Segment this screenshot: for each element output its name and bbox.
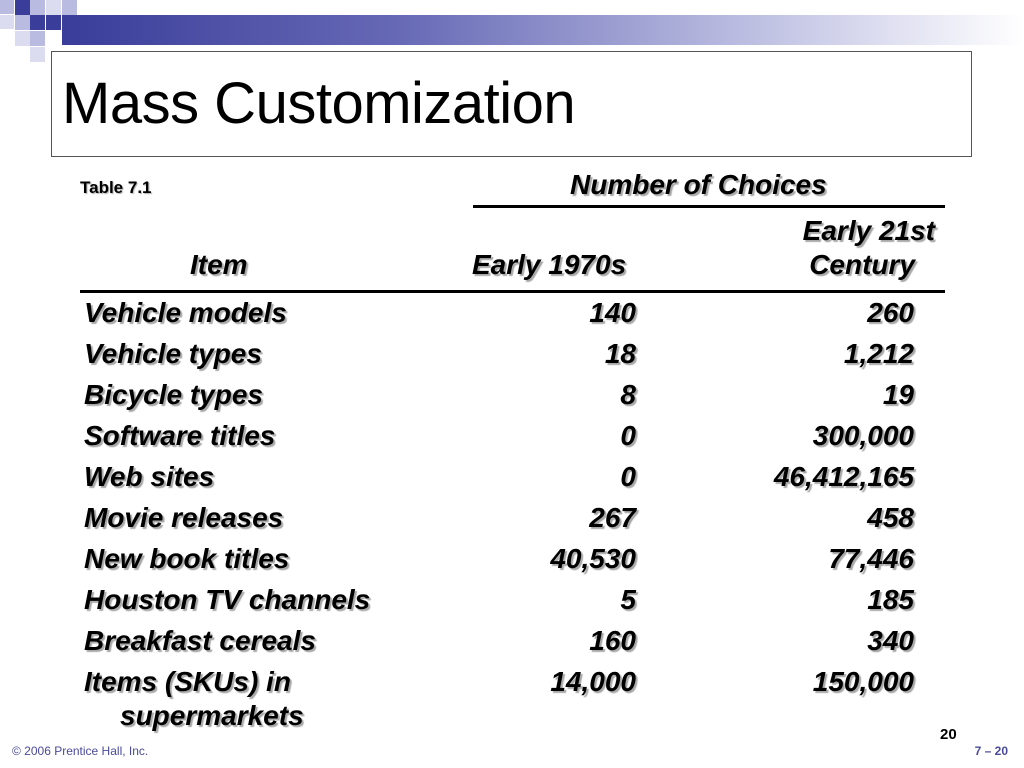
deco-square: [30, 47, 45, 62]
deco-square: [15, 0, 30, 15]
col-header-early-1970s: Early 1970s: [472, 249, 627, 280]
deco-square: [30, 0, 45, 15]
title-box: [51, 51, 972, 157]
col-header-early-21st-line2: Century: [809, 249, 915, 280]
deco-square: [30, 15, 45, 30]
slide-number: 20: [940, 726, 957, 743]
slide-title: Mass Customization: [62, 71, 576, 136]
deco-square: [46, 0, 61, 15]
table-cell-1970s: 5: [620, 584, 636, 615]
page-reference-footer: 7 – 20: [974, 744, 1008, 758]
deco-square: [30, 31, 45, 46]
table-row-item-line1: Items (SKUs) in: [84, 666, 291, 697]
table-row-item: Bicycle types: [84, 379, 263, 410]
table-row-item: Movie releases: [84, 502, 284, 533]
header-rule: [473, 205, 945, 208]
table-cell-21st: 19: [882, 379, 914, 410]
table-row-item: Breakfast cereals: [84, 625, 316, 656]
group-header-number-of-choices: Number of Choices: [570, 169, 827, 200]
table-row-item: Vehicle models: [84, 297, 287, 328]
col-header-early-21st-line1: Early 21st: [802, 215, 935, 246]
table-cell-1970s: 0: [620, 461, 636, 492]
table-row-item: Vehicle types: [84, 338, 262, 369]
deco-square: [15, 31, 30, 46]
deco-square: [62, 0, 77, 15]
copyright-footer: © 2006 Prentice Hall, Inc.: [12, 744, 149, 758]
table-cell-21st: 340: [867, 625, 914, 656]
deco-square: [0, 15, 14, 29]
table-cell-21st: 150,000: [812, 666, 914, 697]
table-row-item: Web sites: [84, 461, 215, 492]
column-header-rule: [80, 290, 945, 293]
table-row-item: Software titles: [84, 420, 276, 451]
table-cell-1970s: 14,000: [550, 666, 636, 697]
deco-square: [15, 15, 30, 30]
table-cell-1970s: 18: [604, 338, 636, 369]
table-cell-21st: 1,212: [843, 338, 914, 369]
table-row-item: [84, 665, 304, 733]
table-cell-21st: 77,446: [828, 543, 914, 574]
table-cell-1970s: 267: [589, 502, 636, 533]
deco-square: [46, 15, 61, 30]
table-cell-1970s: 160: [589, 625, 636, 656]
table-cell-21st: 458: [867, 502, 914, 533]
table-cell-1970s: 0: [620, 420, 636, 451]
table-cell-1970s: 40,530: [550, 543, 636, 574]
table-label: Table 7.1: [80, 178, 152, 197]
deco-square: [0, 0, 14, 14]
col-header-item: Item: [190, 249, 248, 280]
table-cell-21st: 260: [867, 297, 914, 328]
table-row-item: Houston TV channels: [84, 584, 371, 615]
table-cell-1970s: 8: [620, 379, 636, 410]
table-cell-1970s: 140: [589, 297, 636, 328]
top-gradient-bar: [62, 15, 1024, 45]
table-cell-21st: 185: [867, 584, 914, 615]
table-cell-21st: 46,412,165: [773, 461, 914, 492]
table-row-item-line2: supermarkets: [120, 700, 304, 731]
table-row-item: New book titles: [84, 543, 290, 574]
table-cell-21st: 300,000: [812, 420, 914, 451]
